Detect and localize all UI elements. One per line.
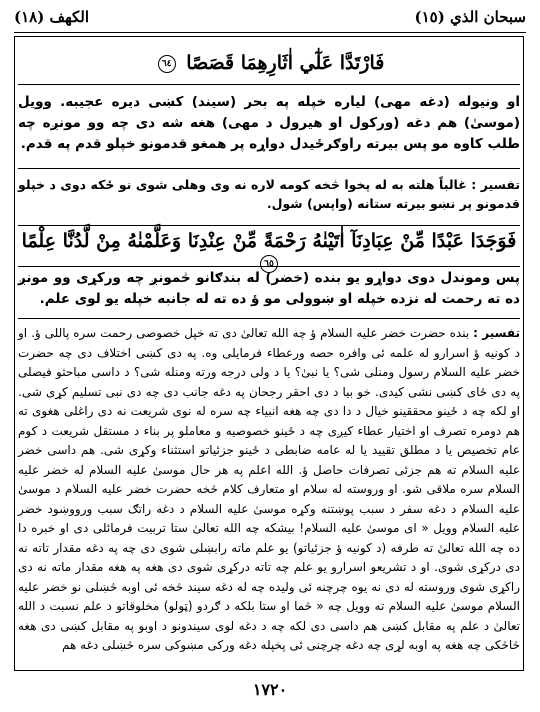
verse-64-arabic: فَارْتَدَّا عَلٰٓي اٰثَارِهِمَا قَصَصًا [186,52,385,74]
tafsir-64 [18,168,520,223]
tafsir-64-text: غالباً هلته به له پخوا څخه کومه لاره نه وی وهلی شوی نو ځکه دوی د خپلو قدمونو پر نښو بیرته ستانه (واپس) شول. [18,177,520,211]
translation-64: او ونیوله (دغه مهی) لیاره خپله په بحر (سیند) کښی دیره عجیبه. وویل (موسیٰ) هم دغه (ورکول او هیرول د مهی) هغه شه دی چه وو مونږه چه طلب کاوه مو پس بیرته راوګرځیدل دواړه پر همغو قدمونو خپلو قدم په قدم. [18,94,520,152]
verse-65-arabic: فَوَجَدَا عَبْدًا مِّنْ عِبَادِنَآ اٰتَيْنٰهُ رَحْمَةً مِّنْ عِنْدِنَا وَعَلَّمْنٰهُ مِنْ لَّدُنَّا عِلْمًا [21,230,517,252]
tafsir-64-label: تفسیر : [471,177,521,192]
tafsir-65-label: تفسیر : [473,326,520,340]
para-name: سبحان الذي (١٥) [414,8,526,26]
translation-65: پس وموندل دوی دواړو یو بنده (خضر) له بندګانو څمونږ چه ورکړی وو مونږ ده ته رحمت له نزده خپله او ښوولی مو ؤ ده ته له جانبه خپله یو لوی علم. [18,268,520,319]
verse-64 [18,52,520,85]
header-divider [14,32,526,33]
page-header [10,6,530,32]
verse-65 [18,225,520,267]
tafsir-65 [18,324,520,664]
verse-64-number: ٦٤ [158,55,176,73]
page-number: ١٧٢٠ [252,680,288,699]
surah-name: الكهف (١٨) [14,8,90,26]
tafsir-65-text: بنده حضرت خضر علیه السلام ؤ چه الله تعالیٰ دی ته خپل خصوصی رحمت سره پاللی ؤ. او د کونیه ؤ اسرارو له علمه ئی وافره حصه ورعطاء فرمایلی وه. په دی کښی اختلاف دی چه حضرت خضر علیه السلام رسول ومنلی شی؟ یا نبیٰ؟ یا د ولی درجه ورته ومنله شی؟ د داسی مباحثو فیصلی په دی ځای کښی نشی کیدی. خو بیا د دی احقر رجحان په دغه جانب دی چه دی نبی تسلیم کړی شی. او لکه چه د ځینو محققینو خیال د دا دی چه هغه انبیاء چه سره له نوی شریعت نه دی راغلی هغوی ته هم دومره تصرف او اختیار عطاء کیږی چه د ځینو خصوصیه و معاملو پر بناء د مستقل شریعت د کوم عام تخصیص یا د مطلق تقیید یا له عامه ضابطی د ځینو جزئیاتو استثناء وکړی شی. هم داسی خضر علیه السلام ته هم جزئی تصرفات حاصل ؤ. الله اعلم په هر حال موسیٰ علیه السلام له خضر علیه السلام سره ملاقی شو. او وروسته له سلام او متعارف کلام څخه حضرت خضر علیه السلام د موسیٰ علیه السلام د دغه سفر د سبب پوښتنه وکړه موسیٰ علیه السلام د دغه راتګ سبب ورووښود خضر علیه السلام وویل « ای موسیٰ علیه السلام! بیشکه چه الله تعالیٰ ستا تربیت فرمائلی دی او خبره دا ده چه الله تعالیٰ ته طرفه (د کونیه ؤ جزئیاتو) یو علم ماته رابښلی شوی دی چه په دغه مقدار تاته نه دی درکړی شوی. او د تشریعو اسرارو یو علم چه تاته درکړی شوی دی هغه په هغه مقدار ماته نه دی راکړی شوی وروسته له دی نه یوه چرچنه ئی ولیده چه له دغه سیند څخه ئی اوبه څښلی نو خضر علیه السلام موسیٰ علیه السلام ته وویل چه « څما او ستا بلکه د ګردو (ټولو) مخلوقاتو د علم نسبت د الله تعالیٰ د علم په مقابل کښی هم داسی دی لکه چه د دغه لوی سیندونو د اوبو په مقابل کښی دی هغه څاڅکی چه هغه په اوبه لړی چه دغه چرچنی ئی پخپله دغه ورکی مښوکی سره څښلی دغه هم [18,326,520,652]
verse-65-number: ٦٥ [260,255,278,273]
